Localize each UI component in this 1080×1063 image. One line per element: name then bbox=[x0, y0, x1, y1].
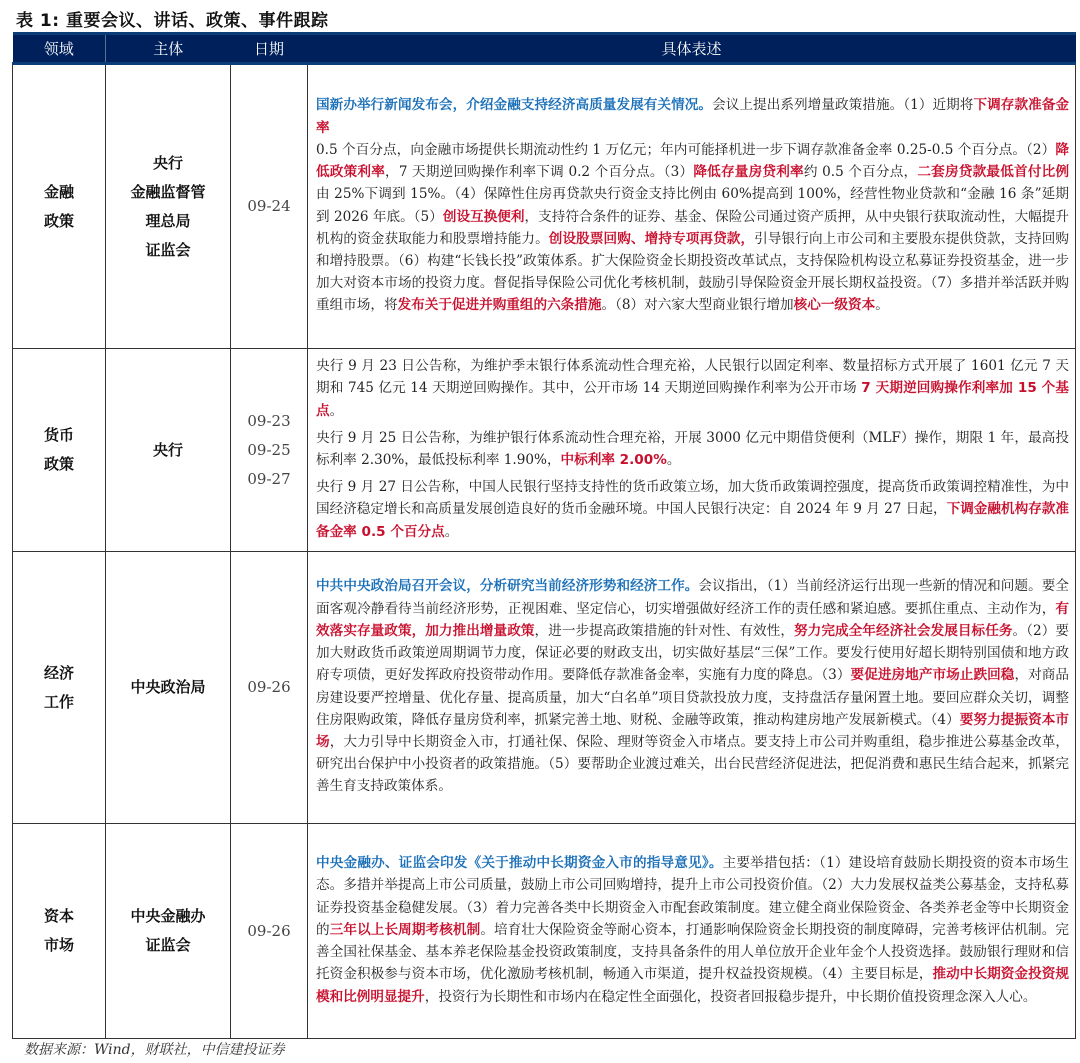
highlight-red-text: 努力完成全年经济社会发展目标任务 bbox=[794, 622, 1013, 639]
body-text: 央行 9 月 23 日公告称，为维护季末银行体系流动性合理充裕，人民银行以固定利率、数量招标方式开展了 1601 亿元 7 天期和 745 亿元 14 天期逆回购操作。其中，公开市场 14 天期逆回购操作利率为公开市场 bbox=[316, 358, 1069, 397]
subject-cell bbox=[106, 64, 231, 349]
description-cell bbox=[308, 64, 1076, 349]
body-text: 。 bbox=[666, 452, 681, 468]
body-text: 由 25%下调到 15%。（4）保障性住房再贷款央行资金支持比例由 60%提高到 100%，经营性物业贷款和“金融 16 条”延期到 2026 年底。（5） bbox=[316, 186, 1069, 225]
policy-tracking-table bbox=[12, 32, 1076, 1039]
date-cell bbox=[231, 64, 308, 349]
subject-cell bbox=[106, 552, 231, 824]
highlight-red-text: 降低政策利率 bbox=[316, 141, 1069, 181]
body-text: 。 bbox=[444, 523, 459, 540]
table-row bbox=[13, 824, 1076, 1039]
domain-cell bbox=[13, 824, 106, 1039]
body-text: 0.5 个百分点，向金融市场提供长期流动性约 1 万亿元；年内可能择机进一步下调存款准备金率 0.25-0.5 个百分点。（2） bbox=[316, 141, 1056, 158]
body-text: 会议上提出系列增量政策措施。（1）近期将 bbox=[712, 97, 974, 114]
description-cell bbox=[308, 552, 1076, 824]
date-cell-line: 09-25 bbox=[247, 440, 291, 459]
subject-cell-line: 央行 bbox=[152, 153, 183, 172]
body-text: ，7 天期逆回购操作利率下调 0.2 个百分点。（3） bbox=[385, 164, 694, 181]
domain-cell bbox=[13, 349, 106, 552]
description-paragraph bbox=[316, 355, 1069, 422]
date-cell-line: 09-26 bbox=[247, 678, 291, 696]
highlight-red-text: 要努力提振资本市场 bbox=[316, 711, 1069, 750]
body-text: 。（2）要加大财政货币政策逆周期调节力度，保证必要的财政支出，切实做好基层“三保”工作。要发行使用好超长期特别国债和地方政府专项债，更好发挥政府投资带动作用。要降低存款准备金率，实施有力度的降息。（3） bbox=[316, 622, 1069, 684]
highlight-red-text: 下调金融机构存款准备金率 0.5 个百分点 bbox=[316, 501, 1070, 540]
subject-cell-line: 金融监督管 bbox=[130, 182, 206, 201]
highlight-red-text: 要促进房地产市场止跌回稳 bbox=[850, 667, 1015, 684]
highlight-blue-text: 国新办举行新闻发布会，介绍金融支持经济高质量发展有关情况。 bbox=[316, 97, 713, 114]
body-text: 引导银行向上市公司和主要股东提供贷款，支持回购和增持股票。（6）构建“长钱长投”政策体系。扩大保险资金长期投资改革试点，支持保险机构设立私募证券投资基金，进一步加大对资本市场的投资力度。督促指导保险公司优化考核机制，鼓励引导保险资金开展长期权益投资。（7）多措并举活跃并购重组市场，将 bbox=[316, 230, 1070, 314]
domain-cell bbox=[13, 552, 106, 824]
body-text: 主要举措包括：（1）建设培育鼓励长期投资的资本市场生态。多措并举提高上市公司质量，鼓励上市公司回购增持，提升上市公司投资价值。（2）大力发展权益类公募基金，支持私募证券投资基金稳健发展。（3）着力完善各类中长期资金入市配套政策制度。建立健全商业保险资金、各类养老金等中长期资金的 bbox=[316, 855, 1069, 938]
body-text: 。 bbox=[875, 297, 889, 314]
highlight-red-text: 二套房贷款最低首付比例 bbox=[917, 164, 1070, 181]
body-text: 。 bbox=[329, 402, 344, 419]
description-paragraph bbox=[316, 852, 1069, 1007]
date-cell bbox=[231, 552, 308, 824]
highlight-blue-text: 中共中央政治局召开会议，分析研究当前经济形势和经济工作。 bbox=[316, 578, 699, 595]
body-text: 。培育壮大保险资金等耐心资本，打通影响保险资金长期投资的制度障碍，完善考核评估机制。完善全国社保基金、基本养老保险基金投资政策制度，支持具备条件的用人单位放开企业年金个人投资选择。鼓励银行理财和信托资金积极参与资本市场，优化激励考核机制，畅通入市渠道，提升权益投资规模。（4）主要目标是， bbox=[316, 921, 1070, 983]
domain-cell-line: 工作 bbox=[43, 692, 74, 711]
body-text: ，进一步提高政策措施的针对性、有效性， bbox=[534, 622, 794, 639]
header-domain: 领域 bbox=[13, 34, 106, 64]
highlight-red-text: 降低存量房贷利率 bbox=[693, 164, 804, 181]
highlight-red-text: 核心一级资本 bbox=[793, 297, 876, 314]
subject-cell-line: 央行 bbox=[152, 440, 183, 459]
subject-cell-line: 证监会 bbox=[145, 936, 191, 954]
body-text: 约 0.5 个百分点， bbox=[803, 164, 918, 181]
description-paragraph bbox=[316, 94, 1069, 316]
table-header-row bbox=[13, 34, 1076, 64]
description-paragraph bbox=[316, 427, 1069, 471]
highlight-red-text: 下调存款准备金率 bbox=[316, 97, 1070, 136]
domain-cell-line: 金融 bbox=[43, 182, 74, 201]
header-description: 具体表述 bbox=[308, 34, 1076, 64]
domain-cell-line: 政策 bbox=[43, 455, 74, 473]
body-text: ，支持符合条件的证券、基金、保险公司通过资产质押，从中央银行获取流动性，大幅提升机构的资金获取能力和股票增持能力。 bbox=[316, 208, 1070, 247]
body-text: 央行 9 月 27 日公告称，中国人民银行坚持支持性的货币政策立场，加大货币政策调控强度，提高货币政策调控精准性，为中国经济稳定增长和高质量发展创造良好的货币金融环境。中国人民银行决定：自 2024 年 9 月 27 日起， bbox=[316, 479, 1069, 518]
header-subject: 主体 bbox=[106, 34, 231, 64]
date-cell-line: 09-24 bbox=[247, 197, 291, 215]
date-cell bbox=[231, 824, 308, 1039]
table-row bbox=[13, 64, 1076, 349]
body-text: 。（8）对六家大型商业银行增加 bbox=[601, 297, 794, 314]
highlight-red-text: 三年以上长周期考核机制 bbox=[329, 921, 481, 938]
table-body bbox=[13, 64, 1076, 1039]
body-text: ，对商品房建设要严控增量、优化存量、提高质量，加大“白名单”项目贷款投放力度，支持盘活存量闲置土地。要回应群众关切，调整住房限购政策，降低存量房贷利率，抓紧完善土地、财税、金融等政策，推动构建房地产发展新模式。（4） bbox=[316, 667, 1070, 728]
date-cell-line: 09-26 bbox=[247, 921, 291, 940]
subject-cell bbox=[106, 824, 231, 1039]
subject-cell-line: 理总局 bbox=[145, 211, 191, 230]
date-cell-line: 09-23 bbox=[247, 411, 291, 430]
table-title: 表 1: 重要会议、讲话、政策、事件跟踪 bbox=[16, 11, 329, 31]
date-cell-line: 09-27 bbox=[247, 469, 291, 488]
description-paragraph bbox=[316, 575, 1069, 797]
body-text: ，大力引导中长期资金入市，打通社保、保险、理财等资金入市堵点。要支持上市公司并购重组，稳步推进公募基金改革，研究出台保护中小投资者的政策措施。（5）要帮助企业渡过难关，出台民营经济促进法，把促消费和惠民生结合起来，抓紧完善生育支持政策体系。 bbox=[316, 733, 1070, 795]
description-cell bbox=[308, 349, 1076, 552]
body-text: 会议指出，（1）当前经济运行出现一些新的情况和问题。要全面客观冷静看待当前经济形势，正视困难、坚定信心，切实增强做好经济工作的责任感和紧迫感。要抓住重点、主动作为， bbox=[316, 578, 1069, 617]
subject-cell-line: 中央政治局 bbox=[130, 678, 206, 696]
body-text: ，投资行为长期性和市场内在稳定性全面强化，投资者回报稳步提升，中长期价值投资理念深入人心。 bbox=[424, 988, 1037, 1005]
table-row bbox=[13, 349, 1076, 552]
description-paragraph bbox=[316, 476, 1069, 543]
highlight-red-text: 有效落实存量政策，加力推出增量政策 bbox=[316, 600, 1069, 639]
highlight-red-text: 推动中长期资金投资规模和比例明显提升 bbox=[316, 966, 1069, 1005]
table-row bbox=[13, 552, 1076, 824]
highlight-red-text: 中标利率 2.00% bbox=[560, 452, 667, 468]
subject-cell bbox=[106, 349, 231, 552]
description-cell bbox=[308, 824, 1076, 1039]
domain-cell-line: 市场 bbox=[43, 936, 74, 954]
domain-cell-line: 政策 bbox=[43, 211, 74, 230]
highlight-red-text: 发布关于促进并购重组的六条措施 bbox=[397, 297, 602, 314]
highlight-blue-text: 中央金融办、证监会印发《关于推动中长期资金入市的指导意见》。 bbox=[316, 855, 723, 872]
subject-cell-line: 中央金融办 bbox=[130, 907, 206, 925]
date-cell bbox=[231, 349, 308, 552]
highlight-red-text: 创设互换便利 bbox=[442, 208, 525, 225]
header-date: 日期 bbox=[231, 34, 308, 64]
domain-cell-line: 经济 bbox=[43, 663, 74, 682]
highlight-red-text: 创设股票回购、增持专项再贷款， bbox=[548, 230, 755, 247]
source-note: 数据来源：Wind，财联社，中信建投证券 bbox=[24, 1042, 285, 1058]
domain-cell-line: 货币 bbox=[43, 426, 74, 444]
domain-cell bbox=[13, 64, 106, 349]
subject-cell-line: 证监会 bbox=[145, 240, 191, 259]
domain-cell-line: 资本 bbox=[43, 907, 74, 925]
highlight-red-text: 7 天期逆回购操作利率加 15 个基点 bbox=[316, 380, 1069, 419]
body-text: 央行 9 月 25 日公告称，为维护银行体系流动性合理充裕，开展 3000 亿元中期借贷便利（MLF）操作，期限 1 年，最高投标利率 2.30%，最低投标利率 1.90%， bbox=[316, 429, 1069, 468]
